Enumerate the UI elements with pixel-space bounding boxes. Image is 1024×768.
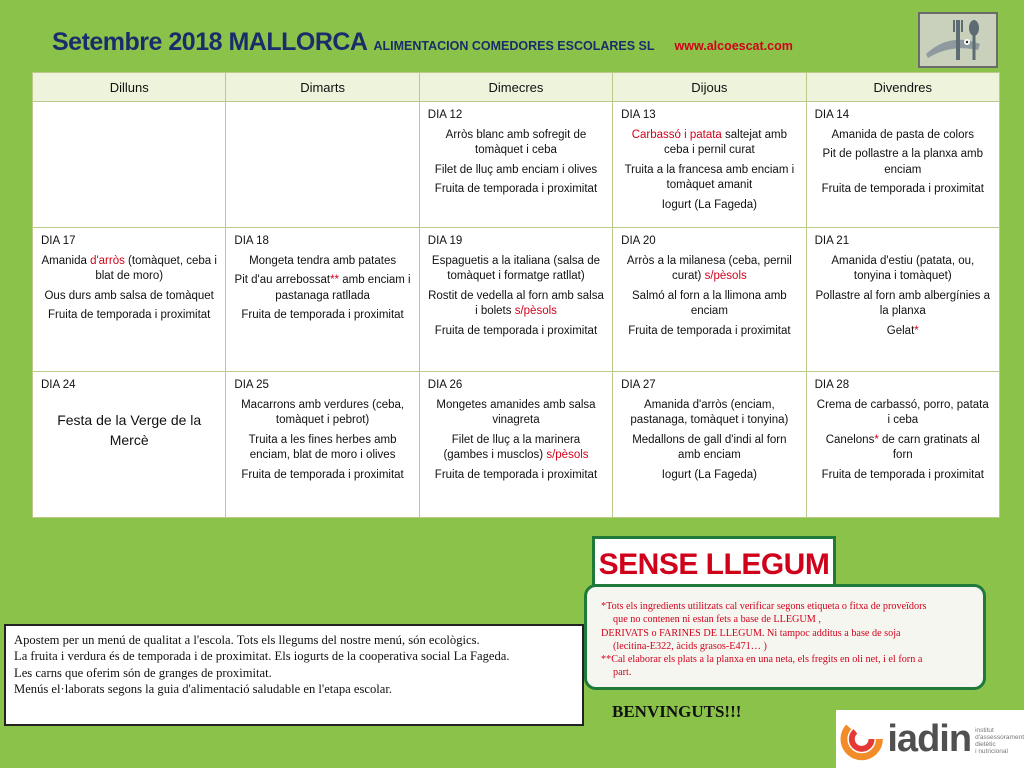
dish-text: Pit d'au arrebossat [234,274,331,287]
dish [621,433,797,464]
menu-day-cell [613,228,806,372]
holiday-label: Festa de la Verge de la Mercè [57,411,202,448]
dish [815,398,991,429]
dish [621,198,797,214]
dish-text: Canelons [825,433,875,446]
note-line: *Tots els ingredients utilitzats cal verificar segons etiqueta o fitxa de proveïdors [601,601,927,612]
dish [815,254,991,285]
dish-text: Fruita de temporada i proximitat [434,183,598,196]
page-title: Setembre 2018 MALLORCA [52,28,368,56]
dish-text: Medallons de gall d'indi al forn amb enciam [632,433,787,462]
info-line: Apostem per un menú de qualitat a l'escola. Tots els llegums del nostre menú, són ecològics. [14,633,480,647]
dish-highlight: s/pèsols [704,270,747,283]
dish [428,433,604,464]
dish-text: Gelat [886,324,915,337]
dish [621,163,797,194]
note-line: (lecitina-E322, àcids grasos-E471… ) [613,640,767,652]
day-number: DIA 21 [814,235,850,247]
dish [621,324,797,340]
dish-text: (tomàquet, ceba i blat de moro) [95,254,217,283]
dish [428,398,604,429]
day-number: DIA 28 [814,379,850,391]
allergen-notes [584,584,986,690]
day-number: DIA 25 [234,379,269,391]
dish-text: saltejat amb ceba i pernil curat [663,128,788,157]
dish-text: Amanida de pasta de colors [831,128,975,141]
dish-text: Iogurt (La Fageda) [661,198,757,211]
dish-text: Fruita de temporada i proximitat [241,309,404,322]
dish-text: Fruita de temporada i proximitat [241,468,404,481]
day-number: DIA 17 [41,235,76,247]
menu-week-row [33,372,1000,518]
dish [815,182,991,198]
menu-week-row [33,102,1000,228]
dish [428,182,604,198]
menu-day-cell [226,102,419,228]
dish [621,254,797,285]
company-url[interactable]: www.alcoescat.com [674,39,793,53]
day-number: DIA 19 [427,235,463,247]
iadin-tagline [975,728,1024,755]
dish [815,128,991,144]
dish [428,468,604,484]
info-line: Les carns que oferim són de granges de proximitat. [14,665,272,680]
dish-text: Fruita de temporada i proximitat [48,309,211,322]
day-number: DIA 27 [621,379,656,391]
dish-text: Fruita de temporada i proximitat [434,324,598,337]
menu-day-cell [226,372,419,518]
dish [234,254,410,270]
dish-text: Fruita de temporada i proximitat [821,468,984,481]
dish-text: Ous durs amb salsa de tomàquet [44,289,214,302]
menu-day-cell [806,102,999,228]
day-number: DIA 20 [621,235,656,247]
dish-text: Arròs a la milanesa (ceba, pernil curat) [626,254,792,283]
dish [621,468,797,484]
note-line: que no contenen ni estan fets a base de LLEGUM , [613,614,821,626]
note-line: **Cal elaborar els plats a la planxa en una neta, els fregits en oli net, i el forn a [601,654,923,665]
menu-day-cell [226,228,419,372]
dish [815,433,991,464]
dish-text: Espaguetis a la italiana (salsa de tomàquet i formatge ratllat) [431,254,601,283]
dish-text: Pollastre al forn amb albergínies a la planxa [815,289,991,318]
dish [621,128,797,159]
menu-day-cell [33,102,226,228]
menu-table [32,72,1000,518]
weekday-header: Dimecres [419,73,612,102]
menu-day-cell [806,372,999,518]
menu-day-cell [613,372,806,518]
page-header [52,28,793,57]
weekday-header: Divendres [806,73,999,102]
dish-text: Truita a les fines herbes amb enciam, blat de moro i olives [248,433,397,462]
dish-text: Truita a la francesa amb enciam i tomàquet amanit [624,163,795,192]
dish-text: Iogurt (La Fageda) [661,468,757,481]
dish-text: Mongeta tendra amb patates [249,254,397,267]
day-number: DIA 12 [427,109,463,121]
dish [815,324,991,340]
weekday-header: Dilluns [33,73,226,102]
day-number: DIA 18 [234,235,269,247]
dish-text: Amanida [41,254,91,267]
menu-day-cell [806,228,999,372]
dish [234,273,410,304]
dish-text: Filet de lluç a la marinera (gambes i musclos) [443,433,581,462]
dish-highlight: ** [330,274,340,287]
dish [428,289,604,320]
dish-text: Crema de carbassó, porro, patata i ceba [816,398,989,427]
iadin-tagline-line: d'assessorament [975,734,1024,742]
dish [234,398,410,429]
menu-day-cell [419,102,612,228]
iadin-wordmark: iadin [887,717,972,760]
menu-day-cell [419,372,612,518]
info-line: Menús el·laborats segons la guia d'alimentació saludable en l'etapa escolar. [14,682,393,697]
day-number: DIA 26 [427,379,463,391]
menu-day-cell [33,228,226,372]
dish [815,289,991,320]
dish [621,289,797,320]
cutlery-logo-icon [918,12,998,68]
dish [428,254,604,285]
menu-day-cell [33,372,226,518]
dish-highlight: * [874,433,879,446]
dish-highlight: * [914,324,919,337]
dish-text: Filet de lluç amb enciam i olives [434,163,598,176]
iadin-tagline-line: i nutricional [975,747,1008,755]
day-number: DIA 13 [621,109,656,121]
dish-text: Fruita de temporada i proximitat [821,183,984,196]
dish-text: Fruita de temporada i proximitat [434,468,598,481]
dish [428,163,604,179]
dish-text: Macarrons amb verdures (ceba, tomàquet i pebrot) [241,398,405,427]
dish-text: de carn gratinats al forn [878,433,980,462]
dish-text: Fruita de temporada i proximitat [628,324,791,337]
weekday-header: Dijous [613,73,806,102]
day-number: DIA 24 [41,379,76,391]
note-line: part. [613,667,632,679]
info-line: La fruita i verdura és de temporada i de proximitat. Els iogurts de la cooperativa social La Fageda. [14,649,510,664]
iadin-swirl-icon [840,717,883,761]
dish [41,289,217,305]
day-number: DIA 14 [814,109,850,121]
dish-text: Arròs blanc amb sofregit de tomàquet i ceba [445,128,587,157]
menu-week-row [33,228,1000,372]
weekday-header: Dimarts [226,73,419,102]
iadin-tagline-line: dietètic [975,741,996,748]
menu-day-cell [419,228,612,372]
dish-highlight: s/pèsols [514,305,557,318]
dish-text: Pit de pollastre a la planxa amb enciam [822,148,984,176]
dish-text: Rostit de vedella al forn amb salsa i bolets [428,289,604,318]
dish [815,468,991,484]
dish [428,324,604,340]
dish [234,308,410,324]
dish [815,147,991,178]
dish-text: Mongetes amanides amb salsa vinagreta [436,398,596,427]
note-line: DERIVATS o FARINES DE LLEGUM. Ni tampoc additus a base de soja [601,627,901,639]
dish-highlight: Carbassó i patata [631,128,722,141]
info-box [4,624,584,726]
dish-text: amb enciam i pastanaga ratllada [275,274,411,302]
menu-day-cell [613,102,806,228]
dish-text: Amanida d'estiu (patata, ou, tonyina i tomàquet) [831,254,975,283]
iadin-tagline-line: institut [975,727,994,735]
dish-highlight: d'arròs [90,254,125,267]
dish-text: Salmó al forn a la llimona amb enciam [632,289,787,318]
sense-llegum-banner: SENSE LLEGUM [592,536,836,592]
dish [234,468,410,484]
dish [621,398,797,429]
company-name: ALIMENTACION COMEDORES ESCOLARES SL [373,39,655,53]
dish-highlight: s/pèsols [546,449,589,462]
dish-text: Amanida d'arròs (enciam, pastanaga, tomàquet i tonyina) [630,398,789,427]
dish [41,254,217,285]
dish [234,433,410,464]
dish [41,308,217,324]
welcome-text: BENVINGUTS!!! [612,702,742,721]
dish [428,128,604,159]
weekday-header-row [33,73,1000,102]
iadin-logo [836,710,1024,768]
